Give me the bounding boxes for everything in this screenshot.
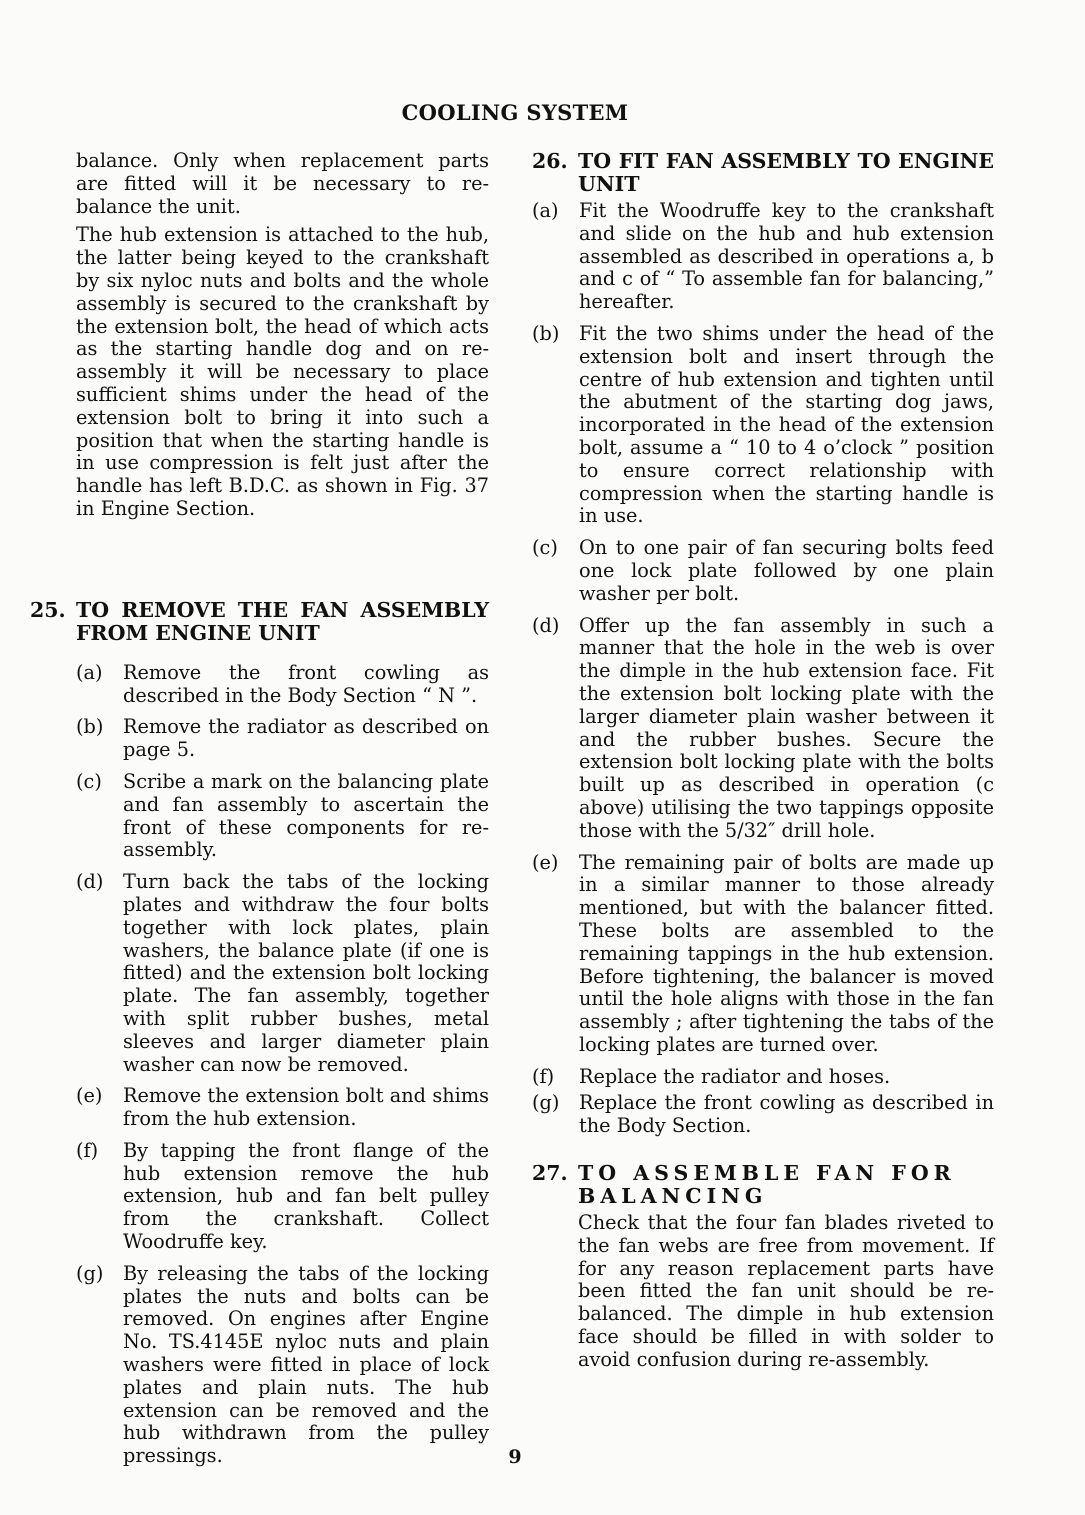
section-number: 26. — [532, 149, 568, 173]
item-letter: (g) — [76, 1261, 104, 1285]
item-text: Turn back the tabs of the locking plates and withdraw the four bolts together with lock plates, plain washers, the balance plate (if one is fitted) and the extension bolt locking plate. The fan assembly, together with split rubber bushes, metal sleeves and larger diameter plain washer can now be removed. — [123, 870, 489, 1076]
item-letter: (d) — [532, 613, 560, 637]
left-column — [30, 149, 489, 1477]
intro-paragraph: The hub extension is attached to the hub, the latter being keyed to the crankshaft by six nyloc nuts and bolts and the whole assembly is secured to the crankshaft by the extension bolt, the head of which acts as the starting handle dog and on re-assembly it will be necessary to place sufficient shims under the head of the extension bolt to bring it into such a position that when the starting handle is in use compression is felt just after the handle has left B.D.C. as shown in Fig. 37 in Engine Section. — [76, 223, 489, 520]
list-item — [532, 200, 994, 314]
item-text: Fit the two shims under the head of the extension bolt and insert through the centre of hub extension and tighten until the abutment of the starting dog jaws, incorporated in the head of the extension bolt, assume a “ 10 to 4 o’clock ” position to ensure correct relationship with compression when the starting handle is in use. — [579, 321, 994, 528]
item-text: Remove the radiator as described on page 5. — [123, 715, 489, 762]
item-text: By releasing the tabs of the locking plates the nuts and bolts can be removed. On engines after Engine No. TS.4145E nyloc nuts and plain washers were fitted in place of lock plates and plain nuts. The hub extension can be removed and the hub withdrawn from the pulley pressings. — [123, 1261, 489, 1468]
section-title: TO REMOVE THE FAN ASSEMBLY FROM ENGINE UNIT — [76, 597, 489, 645]
list-item — [76, 771, 489, 862]
item-letter: (e) — [76, 1084, 103, 1108]
item-letter: (a) — [532, 199, 559, 222]
page-number: 9 — [508, 1446, 522, 1468]
item-text: On to one pair of fan securing bolts feed one lock plate followed by one plain washer per bolt. — [579, 536, 994, 605]
list-item — [532, 852, 994, 1057]
item-letter: (f) — [532, 1064, 555, 1088]
section-27-paragraph: Check that the four fan blades riveted to the fan webs are free from movement. If for any reason replacement parts have been fitted the fan unit should be re-balanced. The dimple in hub extension face should be filled in with solder to avoid confusion during re-assembly. — [578, 1211, 994, 1371]
item-letter: (b) — [76, 715, 104, 739]
list-item — [532, 1066, 994, 1089]
section-27-heading — [532, 1162, 994, 1208]
list-item — [532, 615, 994, 843]
list-item — [76, 871, 489, 1076]
section-number: 27. — [532, 1161, 568, 1186]
item-letter: (a) — [76, 660, 103, 684]
item-letter: (f) — [76, 1138, 99, 1162]
item-letter: (d) — [76, 870, 104, 894]
list-item — [76, 1085, 489, 1131]
item-text: Scribe a mark on the balancing plate and fan assembly to ascertain the front of these components for re-assembly. — [123, 769, 489, 862]
item-text: Offer up the fan assembly in such a manner that the hole in the web is over the dimple in the hub extension face. Fit the extension bolt locking plate with the larger diameter plain washer between it and the rubber bushes. Secure the extension bolt locking plate with the bolts built up as described in operation (c above) utilising the two tappings opposite those with the 5/32″ drill hole. — [579, 613, 994, 842]
item-text: Replace the radiator and hoses. — [579, 1064, 891, 1088]
item-letter: (c) — [532, 536, 558, 560]
item-letter: (b) — [532, 321, 560, 345]
section-26-heading — [532, 150, 994, 196]
list-item — [76, 662, 489, 708]
section-title: TO FIT FAN ASSEMBLY TO ENGINE UNIT — [578, 149, 994, 196]
list-item — [76, 716, 489, 762]
section-25-heading — [30, 599, 489, 645]
section-title: TO ASSEMBLE FAN FOR BALANCING — [578, 1161, 956, 1209]
section-number: 25. — [30, 597, 66, 622]
item-text: By tapping the front flange of the hub extension remove the hub extension, hub and fan belt pulley from the crankshaft. Collect Woodruffe key. — [123, 1138, 489, 1254]
item-letter: (g) — [532, 1091, 560, 1115]
list-item — [532, 537, 994, 605]
item-text: Remove the front cowling as described in the Body Section “ N ”. — [123, 660, 489, 707]
item-text: The remaining pair of bolts are made up in a similar manner to those already mentioned, but with the balancer fitted. These bolts are assembled to the remaining tappings in the hub extension. Before tightening, the balancer is moved until the hole aligns with those in the fan assembly ; after tightening the tabs of the locking plates are turned over. — [579, 850, 994, 1056]
list-item — [76, 1263, 489, 1468]
item-text: Replace the front cowling as described in the Body Section. — [579, 1091, 994, 1138]
item-letter: (e) — [532, 850, 559, 874]
right-column — [532, 150, 994, 1378]
item-text: Fit the Woodruffe key to the crankshaft and slide on the hub and hub extension assembled as described in operations a, b and c of “ To assemble fan for balancing,” hereafter. — [579, 199, 994, 314]
list-item — [532, 323, 994, 528]
item-text: Remove the extension bolt and shims from the hub extension. — [123, 1084, 489, 1131]
item-letter: (c) — [76, 769, 102, 793]
list-item — [76, 1140, 489, 1254]
intro-paragraph: balance. Only when replacement parts are fitted will it be necessary to re-balance the unit. — [76, 149, 489, 218]
list-item — [532, 1092, 994, 1138]
page-title: COOLING SYSTEM — [401, 100, 629, 125]
